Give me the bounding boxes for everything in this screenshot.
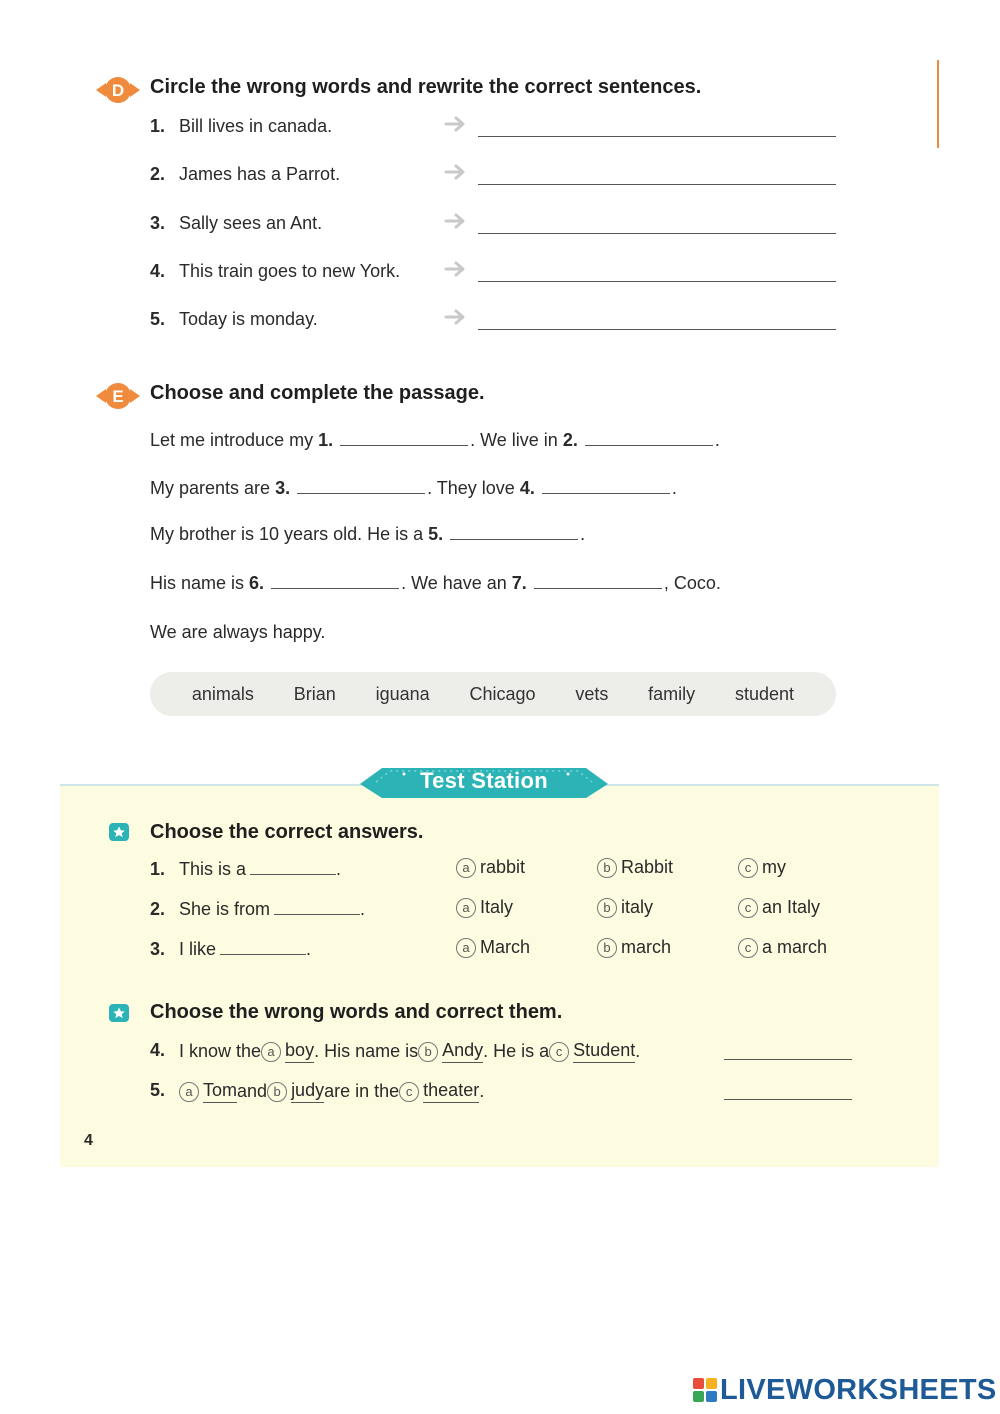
d-item-number: 2.	[150, 164, 166, 184]
d-item-2	[150, 160, 850, 190]
passage-line-2	[150, 476, 677, 500]
passage-line-5: We are always happy.	[150, 622, 326, 642]
passage-blank-7[interactable]	[534, 571, 662, 589]
word-bank-item: family	[648, 683, 696, 704]
word-bank-item: Brian	[293, 683, 336, 704]
option-word-b[interactable]: Andy	[442, 1040, 483, 1063]
option-a[interactable]: a March	[456, 937, 530, 958]
section-d-letter: D	[111, 81, 125, 100]
option-circle-icon: a	[456, 898, 476, 918]
test-question-1	[150, 856, 870, 884]
d-item-number: 1.	[150, 116, 166, 136]
arrow-right-icon	[444, 307, 468, 327]
question-blank[interactable]	[274, 899, 360, 915]
passage-text: My parents are	[150, 478, 276, 498]
passage-line-1	[150, 428, 720, 452]
passage-text: . We have an	[401, 573, 512, 593]
question-number: 3.	[150, 939, 166, 959]
test-question-5	[150, 1077, 870, 1107]
option-circle-icon: b	[597, 898, 617, 918]
question-number: 1.	[150, 859, 166, 879]
option-word-a[interactable]: Tom	[203, 1080, 237, 1103]
answer-line[interactable]	[478, 281, 836, 282]
d-item-number: 3.	[150, 213, 166, 233]
option-b[interactable]: b march	[597, 937, 671, 958]
passage-blank-1[interactable]	[340, 428, 468, 446]
blank-number: 4.	[519, 478, 535, 498]
section-e-badge-icon	[94, 380, 142, 412]
option-c[interactable]: c a march	[738, 937, 827, 958]
option-word-c[interactable]: Student	[573, 1040, 635, 1063]
margin-rule	[937, 60, 939, 148]
answer-line[interactable]	[478, 329, 836, 330]
answer-line[interactable]	[478, 233, 836, 234]
option-circle-icon[interactable]: a	[179, 1082, 199, 1102]
blank-number: 2.	[562, 430, 578, 450]
passage-text: My brother is 10 years old. He is a	[150, 524, 429, 544]
section-e-title: Choose and complete the passage.	[150, 382, 485, 404]
word-bank-item: Chicago	[469, 683, 536, 704]
passage-blank-3[interactable]	[297, 476, 425, 494]
passage-text: .	[671, 478, 677, 498]
option-circle-icon: a	[456, 858, 476, 878]
passage-text: Let me introduce my	[150, 430, 319, 450]
liveworksheets-logo-icon	[692, 1377, 718, 1403]
section-d-badge-icon	[94, 74, 142, 106]
passage-blank-5[interactable]	[450, 522, 578, 540]
section-d-title: Circle the wrong words and rewrite the correct sentences.	[150, 76, 702, 98]
question-text: I like .	[179, 939, 312, 959]
blank-number: 7.	[511, 573, 527, 593]
blank-number: 3.	[275, 478, 291, 498]
option-circle-icon[interactable]: c	[399, 1082, 419, 1102]
correction-blank[interactable]	[724, 1059, 852, 1060]
answer-line[interactable]	[478, 136, 836, 137]
word-bank-item: iguana	[375, 683, 430, 704]
liveworksheets-brand	[692, 1374, 997, 1406]
question-blank[interactable]	[250, 859, 336, 875]
passage-text: .	[580, 524, 586, 544]
d-item-text: Today is monday.	[179, 309, 318, 329]
d-item-text: Bill lives in canada.	[179, 116, 333, 136]
blank-number: 6.	[249, 573, 265, 593]
option-a[interactable]: a Italy	[456, 897, 513, 918]
passage-text: . We live in	[470, 430, 563, 450]
question-number: 2.	[150, 899, 166, 919]
option-circle-icon[interactable]: c	[549, 1042, 569, 1062]
option-a[interactable]: a rabbit	[456, 857, 525, 878]
d-item-number: 5.	[150, 309, 166, 329]
test-question-4	[150, 1037, 870, 1067]
blank-number: 5.	[428, 524, 444, 544]
word-bank-item: vets	[575, 683, 609, 704]
d-item-3	[150, 209, 850, 239]
d-item-text: This train goes to new York.	[179, 261, 401, 281]
option-c[interactable]: c an Italy	[738, 897, 820, 918]
question-blank[interactable]	[220, 939, 306, 955]
passage-blank-6[interactable]	[271, 571, 399, 589]
question-text: I know the a boy . His name is b Andy . He is a c Student .	[179, 1040, 641, 1061]
option-circle-icon[interactable]: b	[418, 1042, 438, 1062]
passage-text: , Coco.	[663, 573, 721, 593]
option-circle-icon: a	[456, 938, 476, 958]
option-c[interactable]: c my	[738, 857, 786, 878]
question-text: This is a .	[179, 859, 342, 879]
correction-blank[interactable]	[724, 1099, 852, 1100]
option-circle-icon[interactable]: a	[261, 1042, 281, 1062]
section-e-letter: E	[112, 387, 124, 406]
question-number: 4.	[150, 1040, 166, 1060]
star-bullet-icon	[108, 1003, 130, 1023]
test-station-title: Test Station	[420, 768, 548, 793]
passage-line-3	[150, 522, 585, 546]
question-text: She is from .	[179, 899, 366, 919]
blank-number: 1.	[318, 430, 334, 450]
option-circle-icon: c	[738, 938, 758, 958]
test-question-2	[150, 896, 870, 924]
d-item-text: Sally sees an Ant.	[179, 213, 323, 233]
answer-line[interactable]	[478, 184, 836, 185]
option-b[interactable]: b Rabbit	[597, 857, 673, 878]
option-circle-icon: b	[597, 858, 617, 878]
page-number: 4	[84, 1132, 93, 1149]
d-item-5	[150, 305, 850, 335]
word-bank-item: animals	[191, 683, 254, 704]
option-b[interactable]: b italy	[597, 897, 653, 918]
passage-text: His name is	[150, 573, 250, 593]
test-question-3	[150, 936, 870, 964]
option-circle-icon: c	[738, 858, 758, 878]
option-word-b[interactable]: judy	[291, 1080, 324, 1103]
d-item-number: 4.	[150, 261, 166, 281]
test-part2-title: Choose the wrong words and correct them.	[150, 1001, 563, 1023]
passage-text: .	[714, 430, 720, 450]
word-bank	[150, 672, 836, 716]
passage-blank-4[interactable]	[542, 476, 670, 494]
passage-blank-2[interactable]	[585, 428, 713, 446]
arrow-right-icon	[444, 162, 468, 182]
option-word-c[interactable]: theater	[423, 1080, 479, 1103]
star-bullet-icon	[108, 822, 130, 842]
d-item-1	[150, 112, 850, 142]
option-word-a[interactable]: boy	[285, 1040, 314, 1063]
brand-text: LIVEWORKSHEETS	[720, 1373, 997, 1406]
word-bank-item: student	[734, 683, 795, 704]
arrow-right-icon	[444, 114, 468, 134]
option-circle-icon: c	[738, 898, 758, 918]
arrow-right-icon	[444, 259, 468, 279]
question-text: a Tom and b judy are in the c theater .	[179, 1080, 484, 1103]
passage-line-4	[150, 571, 721, 595]
test-part1-title: Choose the correct answers.	[150, 821, 424, 843]
d-item-4	[150, 257, 850, 287]
question-number: 5.	[150, 1080, 166, 1100]
passage-text: . They love	[427, 478, 520, 498]
option-circle-icon[interactable]: b	[267, 1082, 287, 1102]
d-item-text: James has a Parrot.	[179, 164, 341, 184]
arrow-right-icon	[444, 211, 468, 231]
option-circle-icon: b	[597, 938, 617, 958]
